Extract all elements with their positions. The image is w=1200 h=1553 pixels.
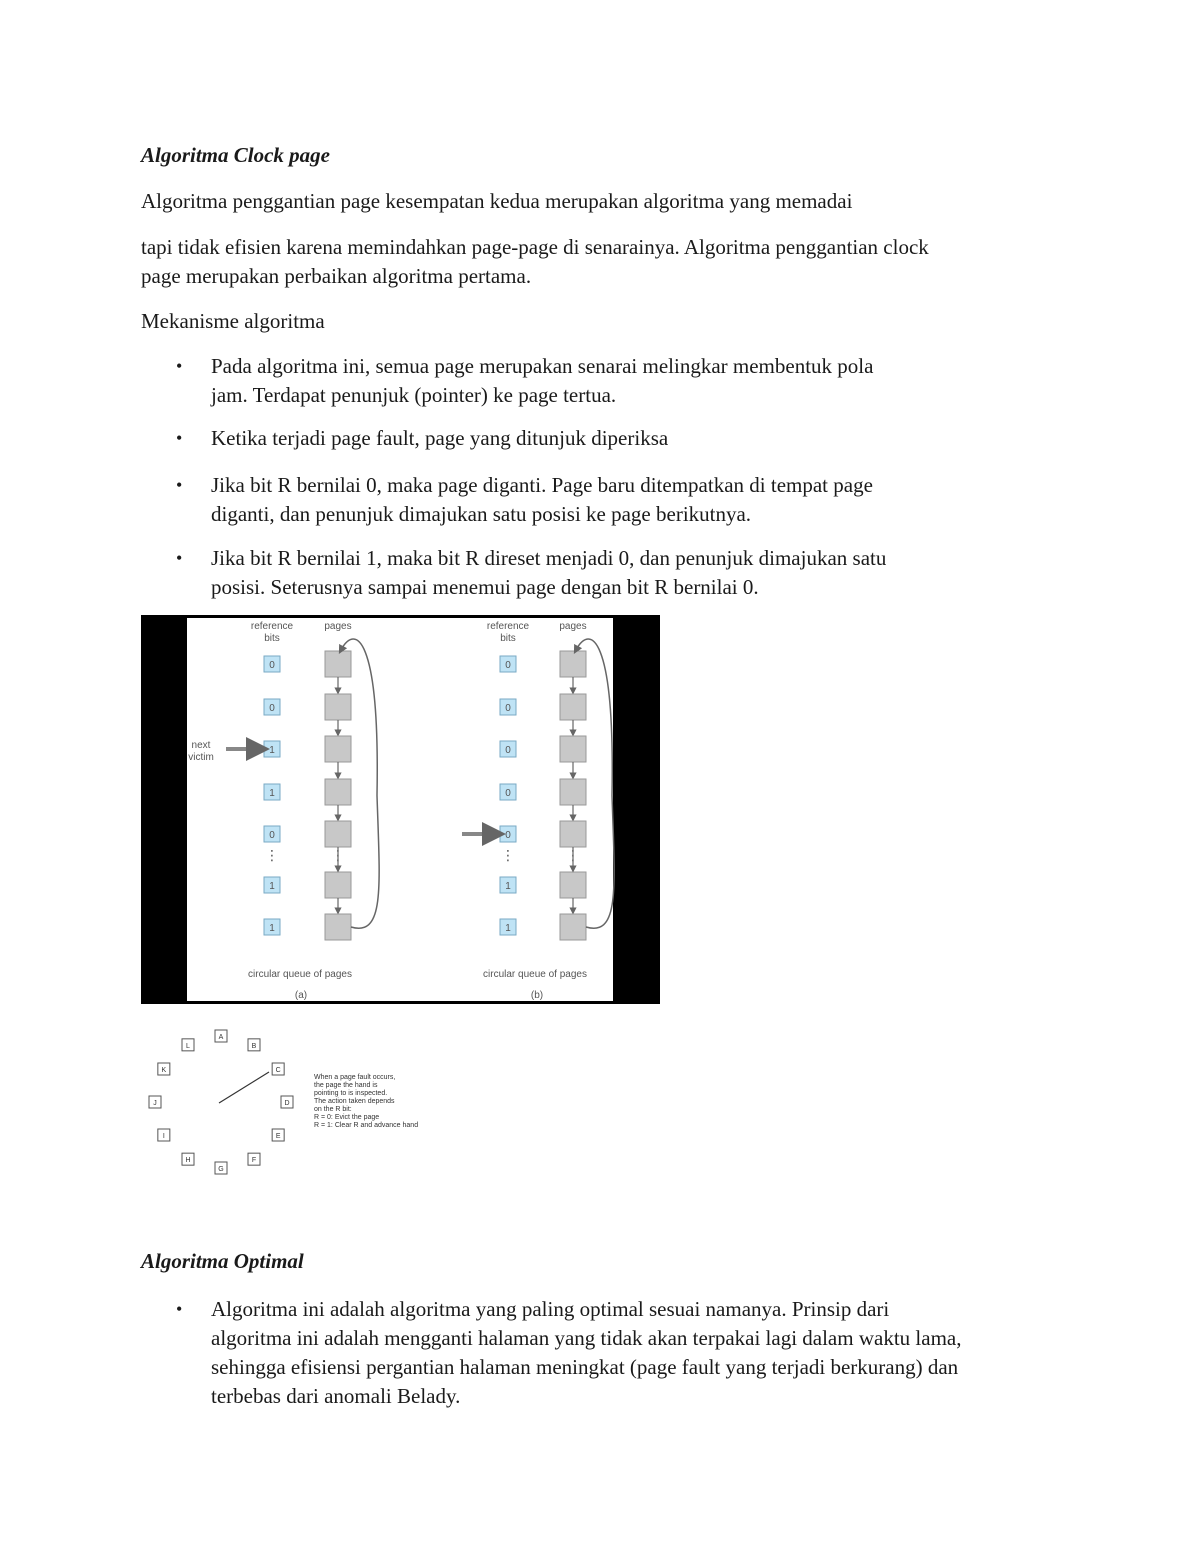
clock-page-label: L xyxy=(186,1042,190,1050)
clock-page-label: B xyxy=(251,1042,257,1050)
reference-bit-value: 1 xyxy=(505,881,511,892)
section-heading-clock: Algoritma Clock page xyxy=(141,143,330,167)
page-box xyxy=(560,736,586,762)
clock-note-line: R = 0: Evict the page xyxy=(314,1114,380,1121)
clock-page-label: I xyxy=(162,1133,165,1140)
page-box xyxy=(325,736,351,762)
clock-page-label: G xyxy=(218,1166,224,1173)
bullet-text: Algoritma ini adalah algoritma yang paling optimal sesuai namanya. Prinsip dari xyxy=(211,1297,890,1321)
reference-bit-value: 1 xyxy=(269,745,275,756)
bullet-text: diganti, dan penunjuk dimajukan satu posisi ke page berikutnya. xyxy=(211,502,752,526)
bullet-marker: • xyxy=(176,475,183,495)
paragraph-line: tapi tidak efisien karena memindahkan page-page di senarainya. Algoritma penggantian clock xyxy=(141,235,929,259)
clock-note-line: The action taken depends xyxy=(314,1098,395,1105)
clock-page-label: K xyxy=(161,1067,167,1074)
paragraph-line: page merupakan perbaikan algoritma pertama. xyxy=(141,264,532,288)
reference-bit-value: 1 xyxy=(269,881,275,892)
reference-bits-label: bits xyxy=(500,633,516,644)
clock-note-line: When a page fault occurs, xyxy=(314,1074,396,1081)
section-heading-optimal: Algoritma Optimal xyxy=(141,1249,304,1273)
bullet-text: algoritma ini adalah mengganti halaman yang tidak akan terpakai lagi dalam waktu lama, xyxy=(211,1326,962,1350)
page-box xyxy=(560,779,586,805)
clock-hand xyxy=(219,1072,269,1103)
page-box xyxy=(560,821,586,847)
clock-svg xyxy=(141,1022,461,1182)
bullet-marker: • xyxy=(176,548,183,568)
page-box xyxy=(560,872,586,898)
bullet-text: jam. Terdapat penunjuk (pointer) ke page tertua. xyxy=(211,383,617,407)
paragraph-mechanism: Mekanisme algoritma xyxy=(141,309,325,333)
page-box xyxy=(325,872,351,898)
reference-bit-value: 1 xyxy=(505,923,511,934)
page-box xyxy=(325,821,351,847)
clock-note-line: on the R bit: xyxy=(314,1106,352,1113)
bullet-marker: • xyxy=(176,356,183,376)
panel-caption: (a) xyxy=(294,990,308,1001)
clock-page-label: D xyxy=(284,1100,290,1107)
clock-page-label: F xyxy=(251,1157,257,1165)
figure-background xyxy=(187,618,613,1001)
bullet-text: Ketika terjadi page fault, page yang ditunjuk diperiksa xyxy=(211,426,669,450)
clock-note-line: R = 1: Clear R and advance hand xyxy=(314,1122,419,1129)
reference-bits-label: reference xyxy=(486,621,530,632)
paragraph-intro: Algoritma penggantian page kesempatan kedua merupakan algoritma yang memadai xyxy=(141,189,853,213)
bullet-text: Pada algoritma ini, semua page merupakan senarai melingkar membentuk pola xyxy=(211,354,874,378)
reference-bit-value: 0 xyxy=(505,703,511,714)
page-box xyxy=(325,914,351,940)
reference-bits-label: bits xyxy=(264,633,280,644)
ellipsis-dots: ⋮ xyxy=(331,847,345,863)
clock-page-label: J xyxy=(153,1100,157,1107)
clock-note-line: the page the hand is xyxy=(314,1082,378,1089)
clock-note-line: pointing to is inspected. xyxy=(314,1090,388,1097)
bullet-text: posisi. Seterusnya sampai menemui page dengan bit R bernilai 0. xyxy=(211,575,759,599)
bullet-marker: • xyxy=(176,1299,183,1319)
clock-queue-svg xyxy=(141,615,660,1004)
next-victim-label: victim xyxy=(188,752,214,763)
reference-bit-value: 0 xyxy=(505,660,511,671)
reference-bit-value: 1 xyxy=(269,788,275,799)
bullet-text: Jika bit R bernilai 0, maka page diganti. Page baru ditempatkan di tempat page xyxy=(211,473,873,497)
reference-bit-value: 0 xyxy=(505,745,511,756)
reference-bit-value: 0 xyxy=(269,703,275,714)
reference-bit-value: 0 xyxy=(269,660,275,671)
bullet-text: sehingga efisiensi pergantian halaman meningkat (page fault yang terjadi berkurang) dan xyxy=(211,1355,959,1379)
queue-label: circular queue of pages xyxy=(248,969,352,980)
page-box xyxy=(325,651,351,677)
ellipsis-dots: ⋮ xyxy=(566,847,580,863)
bullet-text: Jika bit R bernilai 1, maka bit R direset menjadi 0, dan penunjuk dimajukan satu xyxy=(211,546,887,570)
panel-caption: (b) xyxy=(530,990,544,1001)
page-box xyxy=(325,694,351,720)
page-box xyxy=(560,694,586,720)
clock-page-label: C xyxy=(275,1067,281,1074)
reference-bit-value: 1 xyxy=(269,923,275,934)
pages-label: pages xyxy=(324,621,352,632)
page-box xyxy=(560,651,586,677)
page-box xyxy=(325,779,351,805)
ellipsis-dots: ⋮ xyxy=(501,847,515,863)
clock-queue-figure xyxy=(141,615,660,1004)
reference-bit-value: 0 xyxy=(269,830,275,841)
next-victim-label: next xyxy=(191,740,211,751)
reference-bits-label: reference xyxy=(250,621,294,632)
reference-bit-value: 0 xyxy=(505,830,511,841)
reference-bit-value: 0 xyxy=(505,788,511,799)
clock-figure xyxy=(141,1022,461,1182)
ellipsis-dots: ⋮ xyxy=(265,847,279,863)
page-box xyxy=(560,914,586,940)
pages-label: pages xyxy=(559,621,587,632)
bullet-marker: • xyxy=(176,428,183,448)
clock-page-label: A xyxy=(218,1034,224,1041)
queue-label: circular queue of pages xyxy=(483,969,587,980)
clock-page-label: H xyxy=(185,1157,191,1165)
bullet-text: terbebas dari anomali Belady. xyxy=(211,1384,461,1408)
clock-page-label: E xyxy=(275,1133,281,1140)
